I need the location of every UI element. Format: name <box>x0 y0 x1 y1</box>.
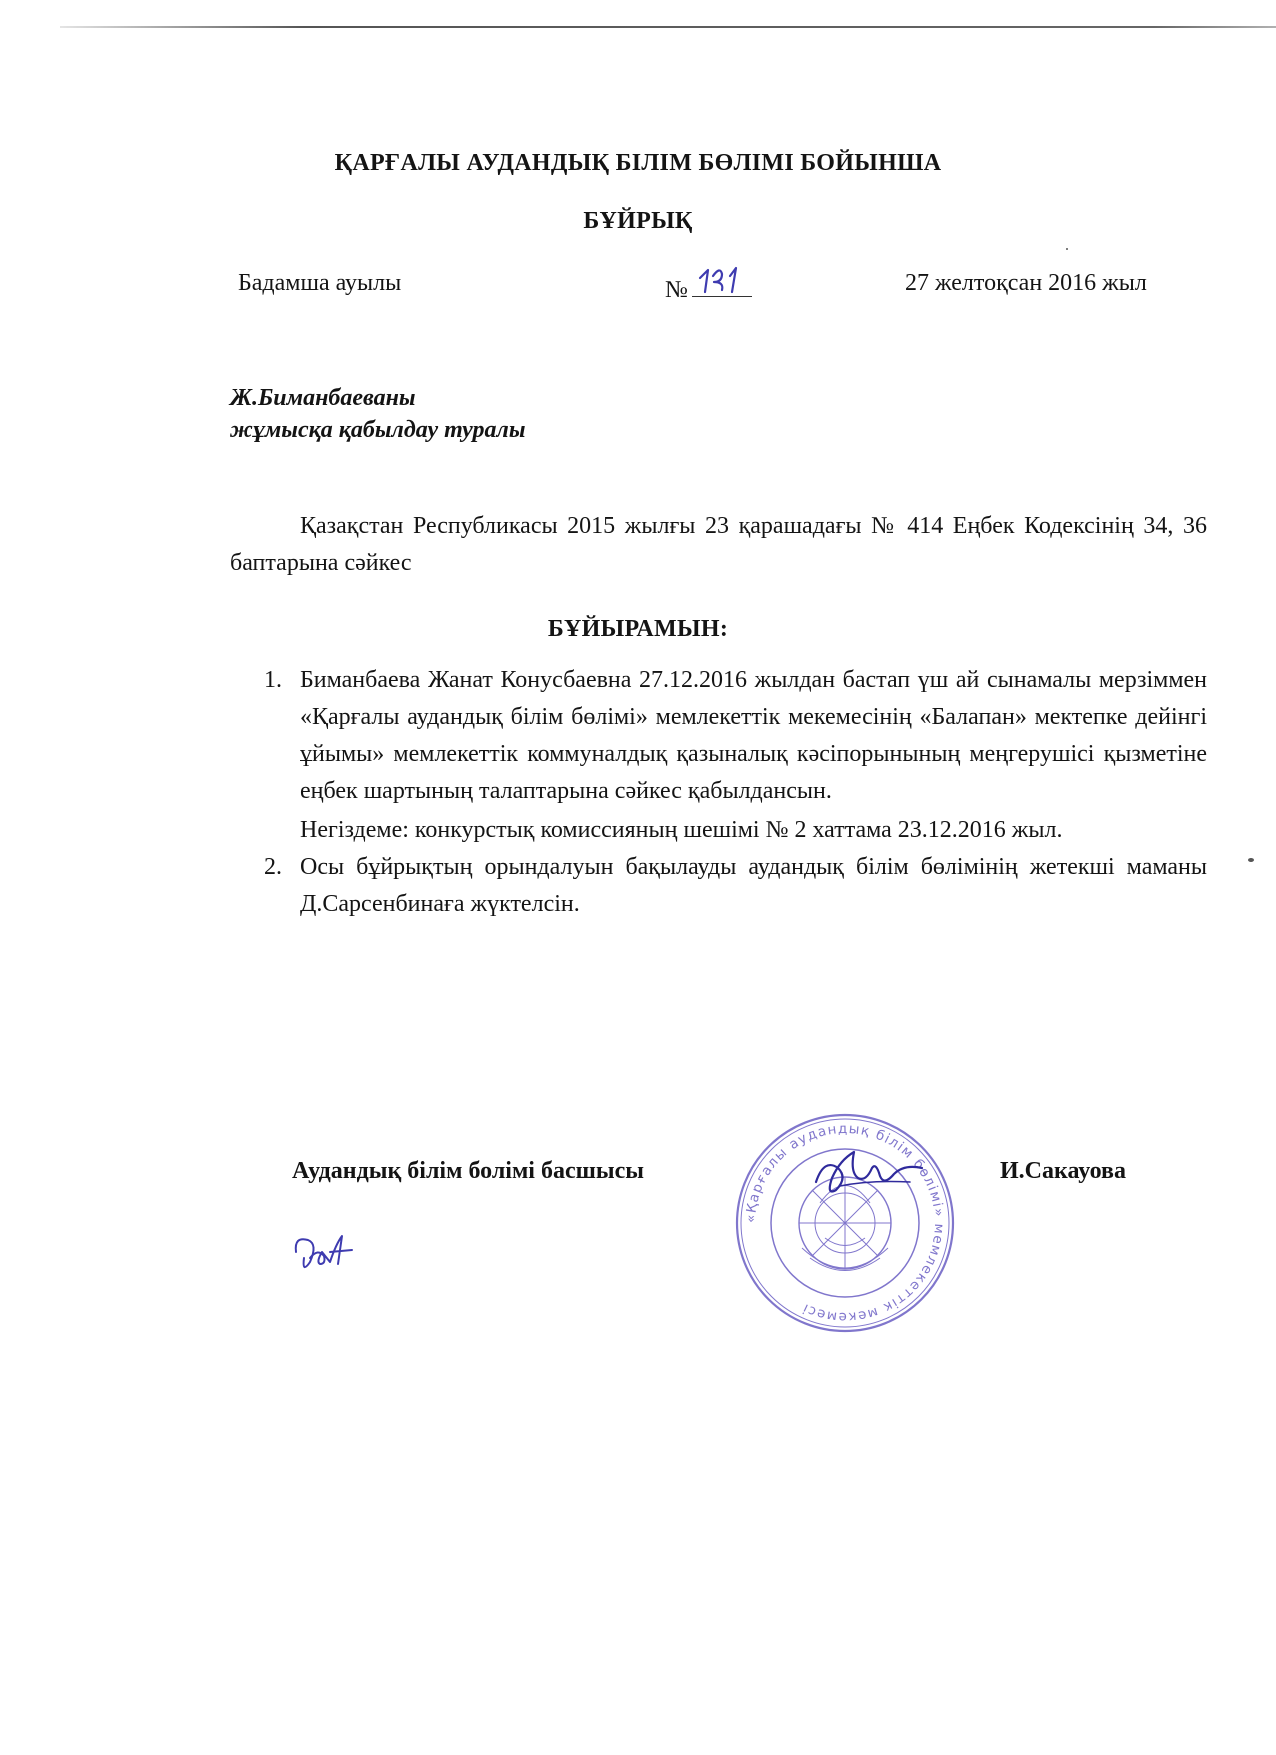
scan-speck <box>1066 248 1068 250</box>
initials-scribble <box>290 1222 370 1282</box>
organization-heading: ҚАРҒАЛЫ АУДАНДЫҚ БІЛІМ БӨЛІМІ БОЙЫНША <box>334 150 942 176</box>
intro-paragraph: Қазақстан Республикасы 2015 жылғы 23 қарашадағы № 414 Еңбек Кодексінің 34, 36 баптарына сәйкес <box>230 513 1207 576</box>
item-text: Осы бұйрықтың орындалуын бақылауды аудандық білім бөлімінің жетекші маманы Д.Сарсенбинаға жүктелсін. <box>300 854 1207 917</box>
signatory-title: Аудандық білім болімі басшысы <box>292 1158 645 1184</box>
item-number: 2. <box>264 854 282 880</box>
document-type-heading: БҰЙРЫҚ <box>583 208 693 234</box>
order-number <box>665 270 752 304</box>
order-items <box>230 662 1207 923</box>
item-number: 1. <box>264 667 282 693</box>
subject-block <box>230 382 526 446</box>
order-heading: БҰЙЫРАМЫН: <box>547 616 729 642</box>
item-text: Биманбаева Жанат Конусбаевна 27.12.2016 жылдан бастап үш ай сынамалы мерзіммен «Қарғалы аудандық білім бөлімі» мемлекеттік мекемесінің «Балапан» мектепке дейінгі ұйымы» мемлекеттік коммуналдық қазыналық кәсіпорынының меңгерушісі қызметіне еңбек шартының талаптарына сәйкес қабылдансын. <box>300 667 1207 804</box>
order-item <box>230 849 1207 923</box>
signature-scribble <box>810 1138 930 1218</box>
scan-edge-line <box>60 26 1276 28</box>
scan-speck <box>1248 858 1254 862</box>
place-label: Бадамша ауылы <box>238 270 402 296</box>
seal-text: «Қарғалы аудандық білім бөлімі» мемлекеттік мекемесі <box>742 1120 948 1326</box>
item-basis: Негіздеме: конкурстық комиссияның шешімі № 2 хаттама 23.12.2016 жыл. <box>300 817 1063 843</box>
order-date: 27 желтоқсан 2016 жыл <box>905 270 1147 296</box>
subject-line-2: жұмысқа қабылдау туралы <box>230 417 526 443</box>
subject-line-1: Ж.Биманбаеваны <box>230 385 416 411</box>
handwritten-number <box>692 270 752 297</box>
handwritten-number-scribble <box>696 260 752 296</box>
number-sign: № <box>665 277 688 303</box>
order-item <box>230 662 1207 849</box>
signatory-name: И.Сакауова <box>1000 1158 1127 1184</box>
